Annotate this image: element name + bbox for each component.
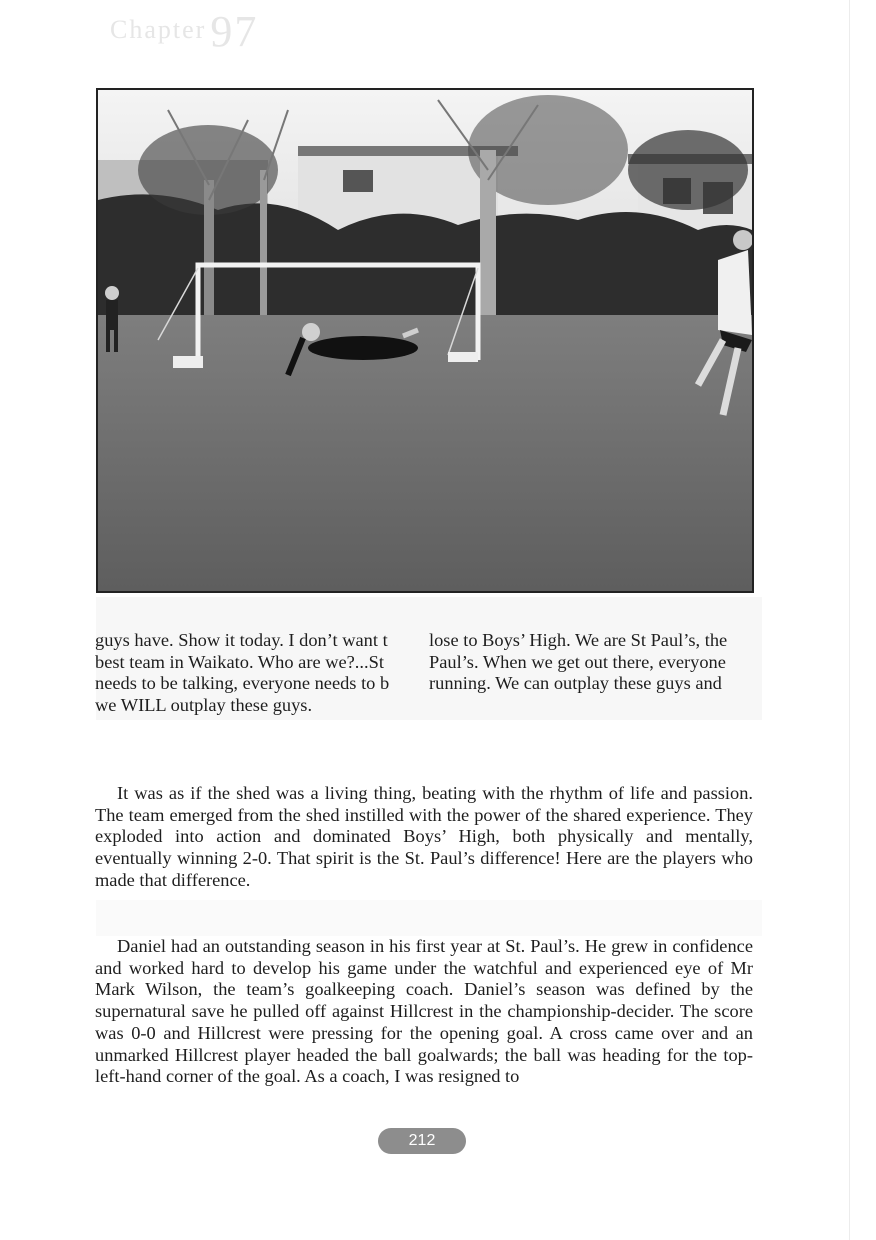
section-separator — [96, 900, 762, 936]
chapter-header — [110, 6, 258, 57]
chapter-word: Chapter — [110, 15, 207, 44]
speech-line: running. We can outplay these guys and — [429, 673, 722, 694]
paragraph-text: Daniel had an outstanding season in his first year at St. Paul’s. He grew in confidence and worked hard to develop his game under the watchful and experienced eye of Mr Mark Wilson, the team’s goalkeeping coach. Daniel’s season was defined by the supernatural save he pulled off against Hillcrest in the championship-decider. The score was 0-0 and Hillcrest were pressing for the opening goal. A cross came over and an unmarked Hillcrest player headed the ball goalwards; the ball was heading for the top-left-hand corner of the goal. As a coach, I was resigned to — [95, 936, 753, 1087]
photo — [96, 88, 754, 593]
chapter-number: 97 — [210, 7, 259, 56]
page-number: 212 — [378, 1128, 466, 1154]
speech-line: best team in Waikato. Who are we?...St — [95, 651, 384, 672]
photo-image — [98, 90, 752, 591]
speech-line: Paul’s. When we get out there, everyone — [429, 651, 726, 672]
body-paragraph-2 — [95, 936, 753, 1088]
scan-edge — [849, 0, 850, 1240]
speech-line: guys have. Show it today. I don’t want t — [95, 630, 388, 650]
body-paragraph-1 — [95, 783, 753, 892]
speech-line: needs to be talking, everyone needs to b — [95, 673, 390, 694]
speech-left-column — [95, 630, 417, 717]
paragraph-text: It was as if the shed was a living thing, beating with the rhythm of life and passion. The team emerged from the shed instilled with the power of the shared experience. They exploded into action and dominated Boys’ High, both physically and mentally, eventually winning 2-0. That spirit is the St. Paul’s difference! Here are the players who made that difference. — [95, 783, 753, 890]
speech-right-column — [429, 630, 753, 695]
speech-line: lose to Boys’ High. We are St Paul’s, the — [429, 630, 728, 650]
speech-line: we WILL outplay these guys. — [95, 695, 313, 716]
